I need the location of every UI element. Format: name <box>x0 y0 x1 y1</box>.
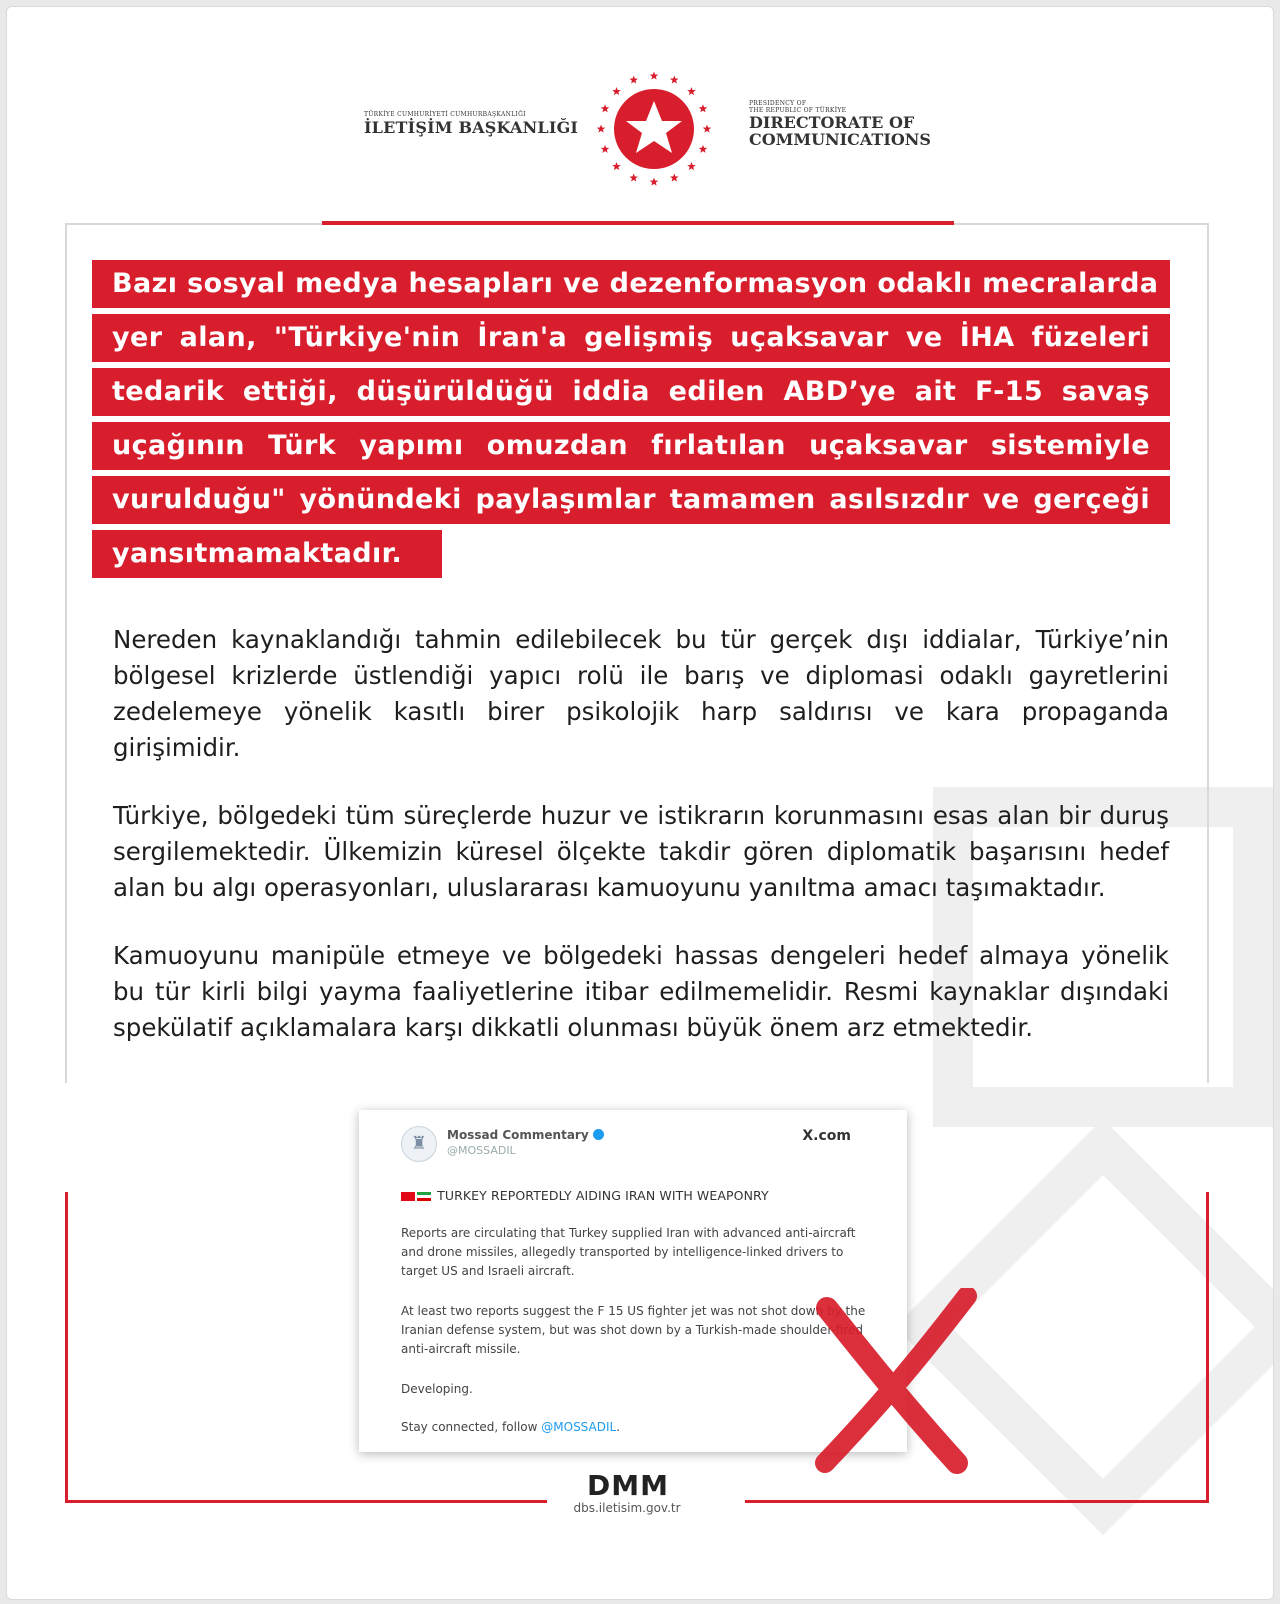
author-name-text: Mossad Commentary <box>447 1128 589 1142</box>
emblem-star-icon <box>650 72 659 80</box>
emblem-star-icon <box>629 173 638 181</box>
tweet-paragraph <box>401 1418 871 1437</box>
emblem-star-icon <box>612 87 621 95</box>
header <box>7 67 1273 197</box>
headline-line: tedarik ettiği, düşürüldüğü iddia edilen ABD’ye ait F-15 savaş <box>92 368 1170 416</box>
body-paragraph: Kamuoyunu manipüle etmeye ve bölgedeki hassas dengeleri hedef almaya yönelik bu tür kirli bilgi yayma faaliyetlerine itibar edilmemelidir. Resmi kaynaklar dışındaki spekülatif açıklamalara karşı dikkatli olunması büyük önem arz etmektedir. <box>113 941 1169 1042</box>
turkey-flag-icon <box>401 1192 415 1201</box>
header-right-name-2: COMMUNICATIONS <box>749 130 931 149</box>
emblem-star-icon <box>699 145 708 153</box>
emblem-star-icon <box>601 104 610 112</box>
avatar <box>401 1126 437 1162</box>
tweet-follow-suffix: . <box>616 1420 621 1434</box>
tweet-headline <box>401 1188 769 1203</box>
trophy-icon: ♜ <box>410 1133 428 1154</box>
statement-body <box>113 622 1169 1078</box>
header-right-name-1: DIRECTORATE OF <box>749 113 915 132</box>
emblem-star-icon <box>703 125 712 133</box>
emblem-star-icon <box>687 87 696 95</box>
body-paragraph: Türkiye, bölgedeki tüm süreçlerde huzur ve istikrarın korunmasını esas alan bir duruş sergilemektedir. Ülkemizin küresel ölçekte takdir gören diplomatik başarısını hedef alan bu algı operasyonları, uluslararası kamuoyunu yanıltma amacı taşımaktadır. <box>113 801 1169 902</box>
tweet-screenshot <box>359 1110 907 1452</box>
headline-line: vurulduğu" yönündeki paylaşımlar tamamen asılsızdır ve gerçeği <box>92 476 1170 524</box>
body-paragraph: Nereden kaynaklandığı tahmin edilebilecek bu tür gerçek dışı iddialar, Türkiye’nin bölgesel krizlerde üstlendiği yapıcı rolü ile barış ve diplomasi odaklı gayretlerini zedelemeye yönelik kasıtlı birer psikolojik harp saldırısı ve kara propaganda girişimidir. <box>113 625 1169 762</box>
document-sheet <box>6 6 1274 1600</box>
headline-line: yansıtmamaktadır. <box>92 530 442 578</box>
frame-line <box>1207 223 1209 1083</box>
header-left-title <box>364 111 578 137</box>
presidential-emblem-icon <box>592 67 716 191</box>
verified-badge-icon <box>593 1129 604 1140</box>
emblem-star-icon <box>670 76 679 84</box>
emblem-star-icon <box>670 173 679 181</box>
tweet-source: X.com <box>802 1128 851 1144</box>
headline-line: Bazı sosyal medya hesapları ve dezenformasyon odaklı mecralarda <box>92 260 1170 308</box>
emblem-star-icon <box>601 145 610 153</box>
emblem-star-icon <box>687 162 696 170</box>
header-right-subtitle-2: THE REPUBLIC OF TÜRKİYE <box>749 107 847 114</box>
tweet-author-name <box>447 1128 604 1142</box>
emblem-star-icon <box>597 125 606 133</box>
tweet-headline-text: TURKEY REPORTEDLY AIDING IRAN WITH WEAPONRY <box>437 1188 769 1203</box>
frame-accent-line <box>1206 1192 1209 1502</box>
frame-line <box>65 223 67 1083</box>
header-right-title <box>749 100 931 148</box>
frame-accent-line <box>65 1192 68 1502</box>
frame-accent-line <box>745 1500 1209 1503</box>
header-right-subtitle-1: PRESIDENCY OF <box>749 100 807 107</box>
tweet-author-handle: @MOSSADIL <box>447 1144 516 1157</box>
headline-line: yer alan, "Türkiye'nin İran'a gelişmiş uçaksavar ve İHA füzeleri <box>92 314 1170 362</box>
iran-flag-icon <box>417 1192 431 1201</box>
header-left-subtitle: TÜRKİYE CUMHURİYETİ CUMHURBAŞKANLIĞI <box>364 111 526 118</box>
tweet-paragraph: Reports are circulating that Turkey supplied Iran with advanced anti-aircraft and drone missiles, allegedly transported by intelligence-linked drivers to target US and Israeli aircraft. <box>401 1226 856 1278</box>
footer-url: dbs.iletisim.gov.tr <box>573 1501 681 1515</box>
red-cross-mark-icon <box>807 1288 977 1478</box>
headline-line: uçağının Türk yapımı omuzdan fırlatılan uçaksavar sistemiyle <box>92 422 1170 470</box>
frame-accent-line <box>322 221 954 225</box>
emblem-star-icon <box>629 76 638 84</box>
emblem-star-icon <box>650 178 659 186</box>
frame-accent-line <box>65 1500 547 1503</box>
tweet-follow-text: Stay connected, follow <box>401 1420 542 1434</box>
emblem-star-icon <box>612 162 621 170</box>
dmm-logo: DMM <box>587 1469 669 1502</box>
header-left-name: İLETİŞİM BAŞKANLIĞI <box>364 118 579 137</box>
headline <box>92 260 1170 584</box>
tweet-handle-link[interactable]: @MOSSADIL <box>541 1420 617 1434</box>
tweet-paragraph: Developing. <box>401 1382 473 1396</box>
emblem-star-icon <box>699 104 708 112</box>
tweet-paragraph: At least two reports suggest the F 15 US fighter jet was not shot down by the Iranian defense system, but was shot down by a Turkish-made shoulder-fired anti-aircraft missile. <box>401 1304 866 1356</box>
